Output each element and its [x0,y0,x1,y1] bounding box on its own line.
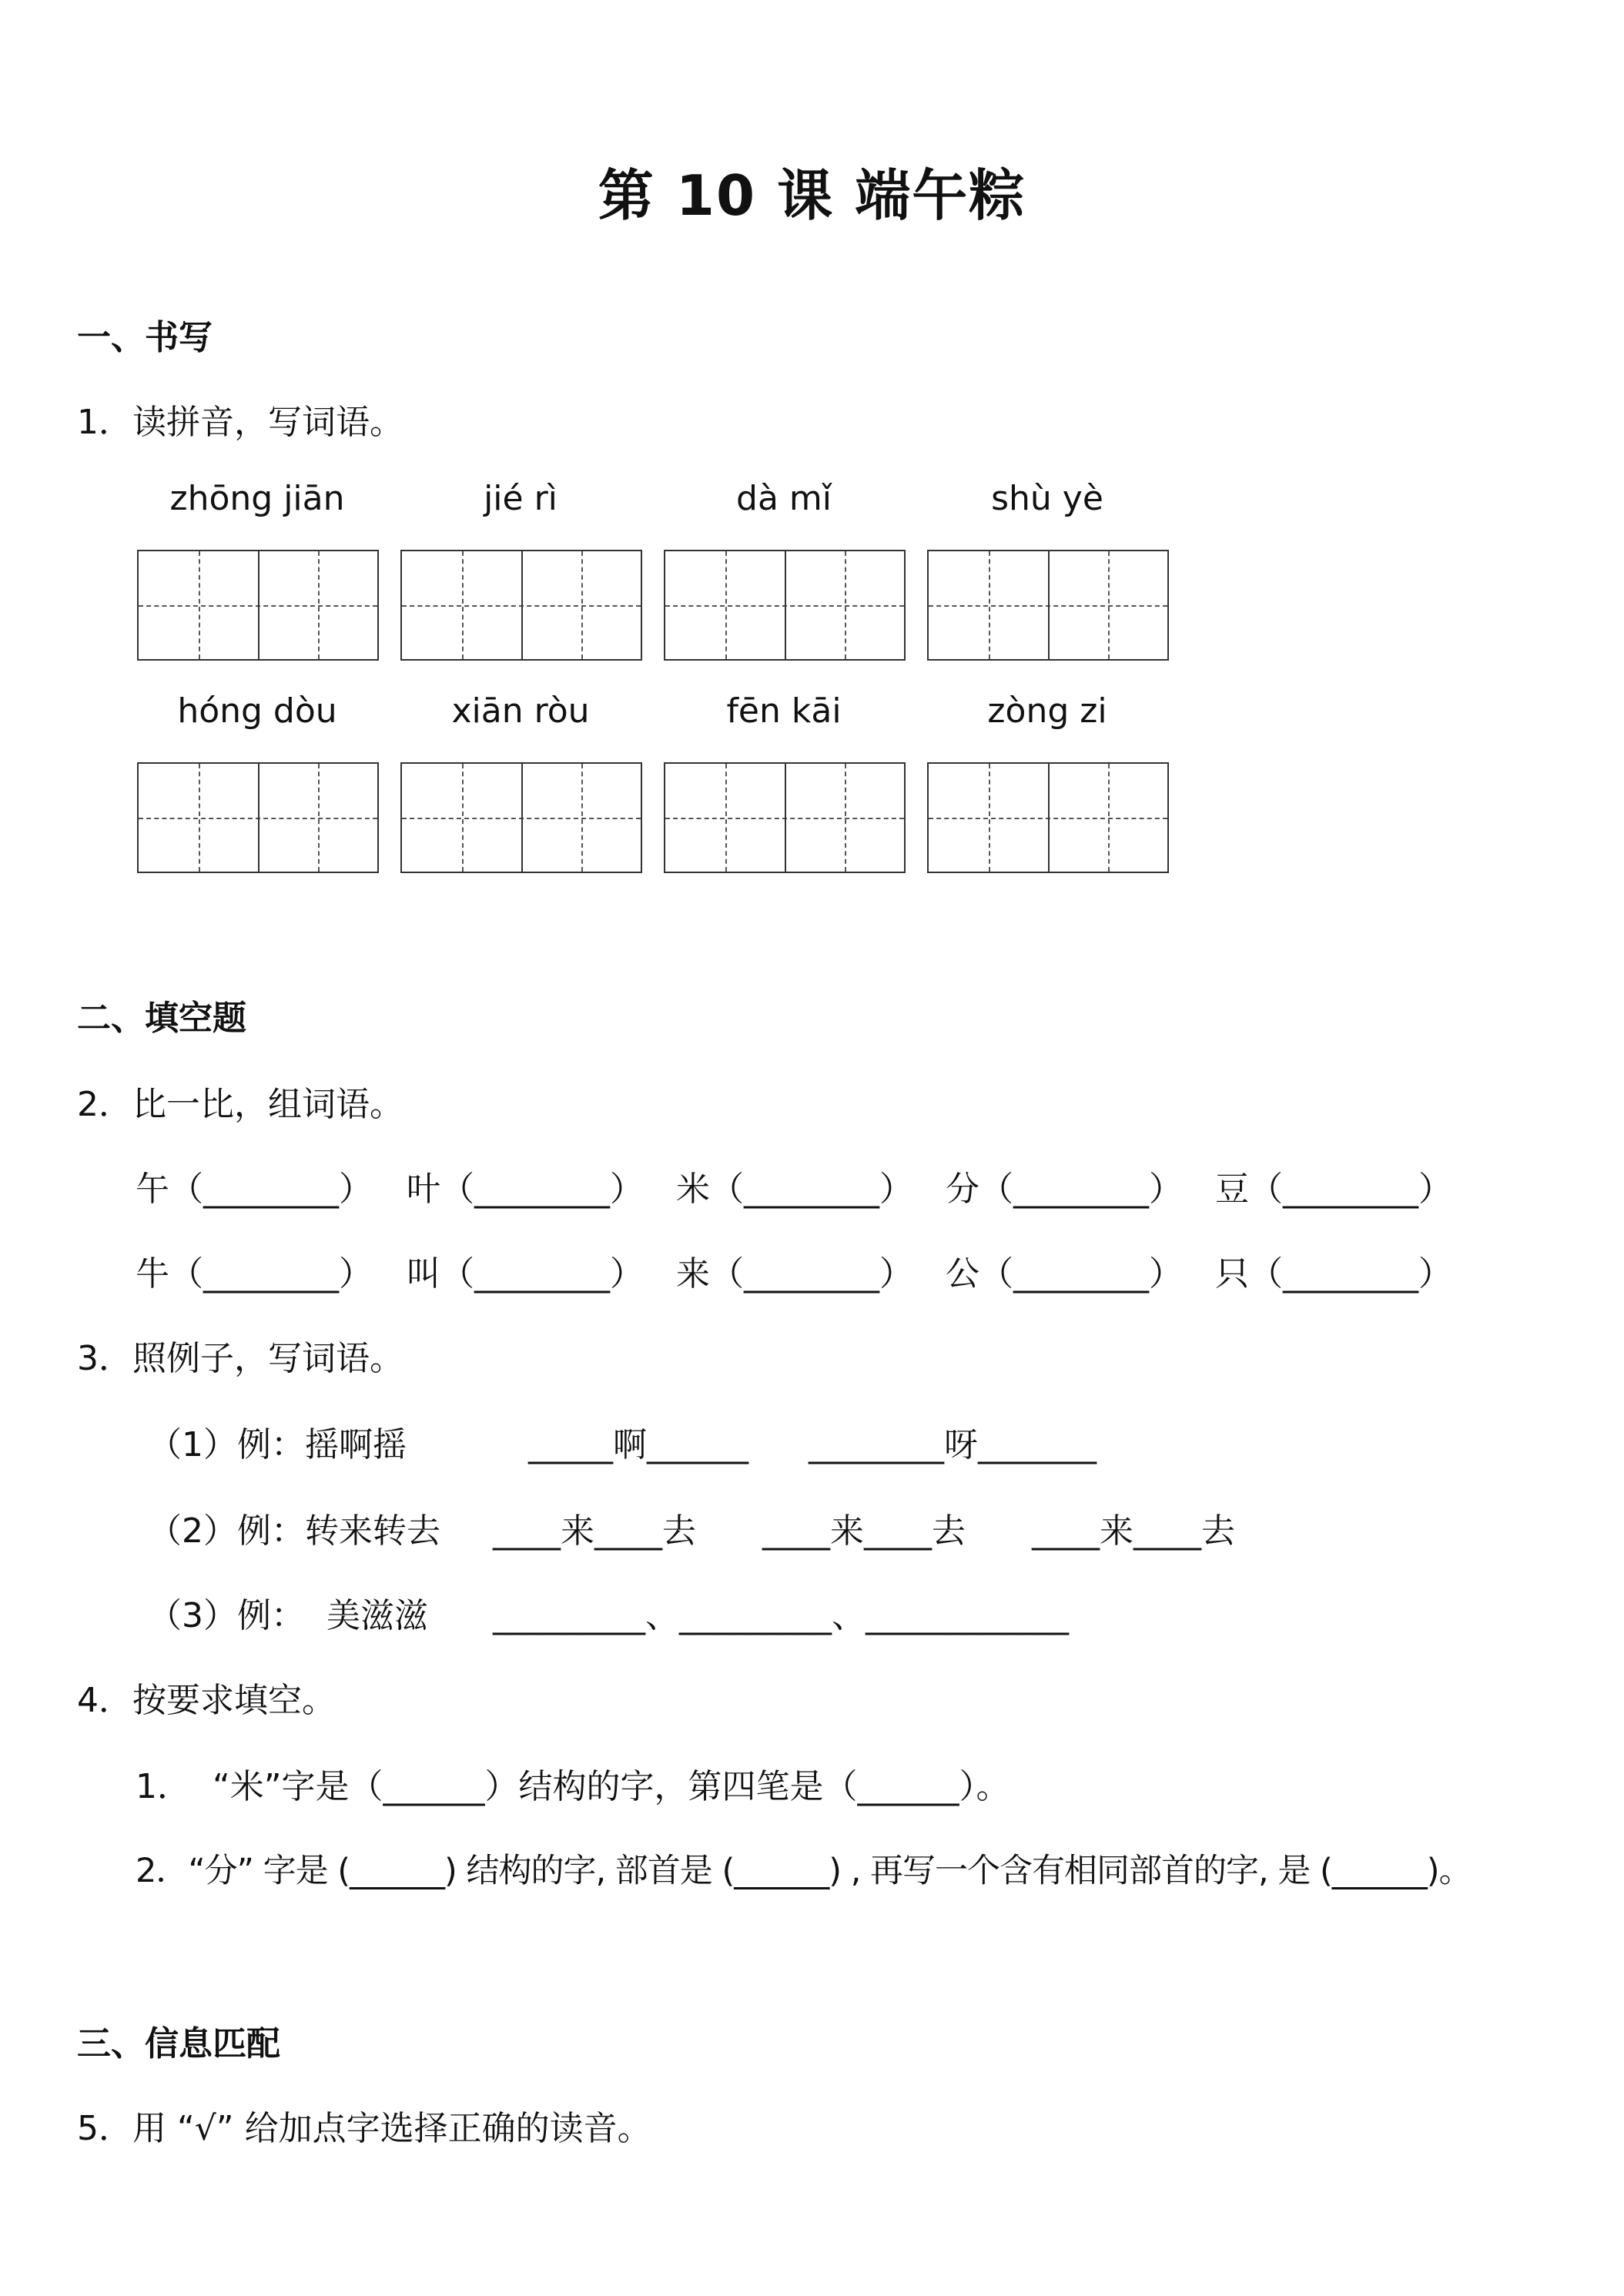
pinyin-row-1 [137,479,1184,525]
writing-box-row-2 [137,762,1184,875]
example-3-blanks[interactable]: _________、_________、____________ [493,1596,1069,1635]
compare-blank[interactable]: 牛（________） [136,1254,373,1294]
question-1-label: 1．读拼音，写词语。 [77,403,403,442]
example-1-label: （1）例：摇啊摇 [148,1425,407,1464]
compare-blank[interactable]: 豆（________） [1215,1170,1452,1209]
compare-blank[interactable]: 叶（________） [407,1170,644,1209]
example-2-blank-b[interactable]: ____来____去 [762,1511,966,1551]
writing-grid-box[interactable] [400,550,642,661]
writing-grid-box[interactable] [927,762,1169,873]
writing-grid-box[interactable] [400,762,642,873]
question-4-item-1[interactable]: 1． “米”字是（______）结构的字，第四笔是（______）。 [136,1767,1010,1806]
pinyin-label: hóng dòu [177,691,337,731]
question-5-label: 5．用 “√” 给加点字选择正确的读音。 [77,2109,651,2148]
section-heading-matching: 三、信息匹配 [77,2024,280,2063]
pinyin-label: xiān ròu [451,691,590,731]
pinyin-label: dà mǐ [736,479,832,518]
pinyin-row-2 [137,691,1184,738]
writing-grid-box[interactable] [664,550,906,661]
pinyin-label: fēn kāi [726,691,842,731]
example-1-blank-b[interactable]: ________呀_______ [809,1425,1097,1464]
compare-blank[interactable]: 分（________） [946,1170,1183,1209]
question-3-label: 3．照例子，写词语。 [77,1339,403,1378]
compare-blank[interactable]: 叫（________） [407,1254,644,1294]
compare-blank[interactable]: 来（________） [676,1254,913,1294]
example-2-blank-c[interactable]: ____来____去 [1032,1511,1235,1551]
example-2-blank-a[interactable]: ____来____去 [493,1511,696,1551]
writing-box-row-1 [137,550,1184,662]
page-title: 第 10 课 端午粽 [598,163,1026,228]
section-heading-fill-blank: 二、填空题 [77,999,246,1038]
writing-grid-box[interactable] [137,550,379,661]
writing-grid-box[interactable] [927,550,1169,661]
example-2-label: （2）例：转来转去 [148,1511,440,1551]
example-3-label: （3）例： 美滋滋 [148,1596,428,1635]
pinyin-label: zòng zi [987,691,1107,731]
writing-grid-box[interactable] [664,762,906,873]
compare-blank[interactable]: 公（________） [946,1254,1183,1294]
compare-blank[interactable]: 只（________） [1215,1254,1452,1294]
pinyin-label: zhōng jiān [169,479,345,518]
pinyin-label: shù yè [991,479,1103,518]
section-heading-writing: 一、书写 [77,318,213,357]
writing-grid-box[interactable] [137,762,379,873]
compare-blank[interactable]: 午（________） [136,1170,373,1209]
compare-blank[interactable]: 米（________） [676,1170,913,1209]
question-4-item-2[interactable]: 2．“分” 字是 (______) 结构的字, 部首是 (______) , 再写一个含有相同部首的字, 是 (______)。 [136,1852,1472,1890]
pinyin-label: jié rì [484,479,558,518]
example-1-blank-a[interactable]: _____啊______ [528,1425,748,1464]
question-2-label: 2．比一比，组词语。 [77,1085,403,1124]
question-4-label: 4．按要求填空。 [77,1681,336,1720]
